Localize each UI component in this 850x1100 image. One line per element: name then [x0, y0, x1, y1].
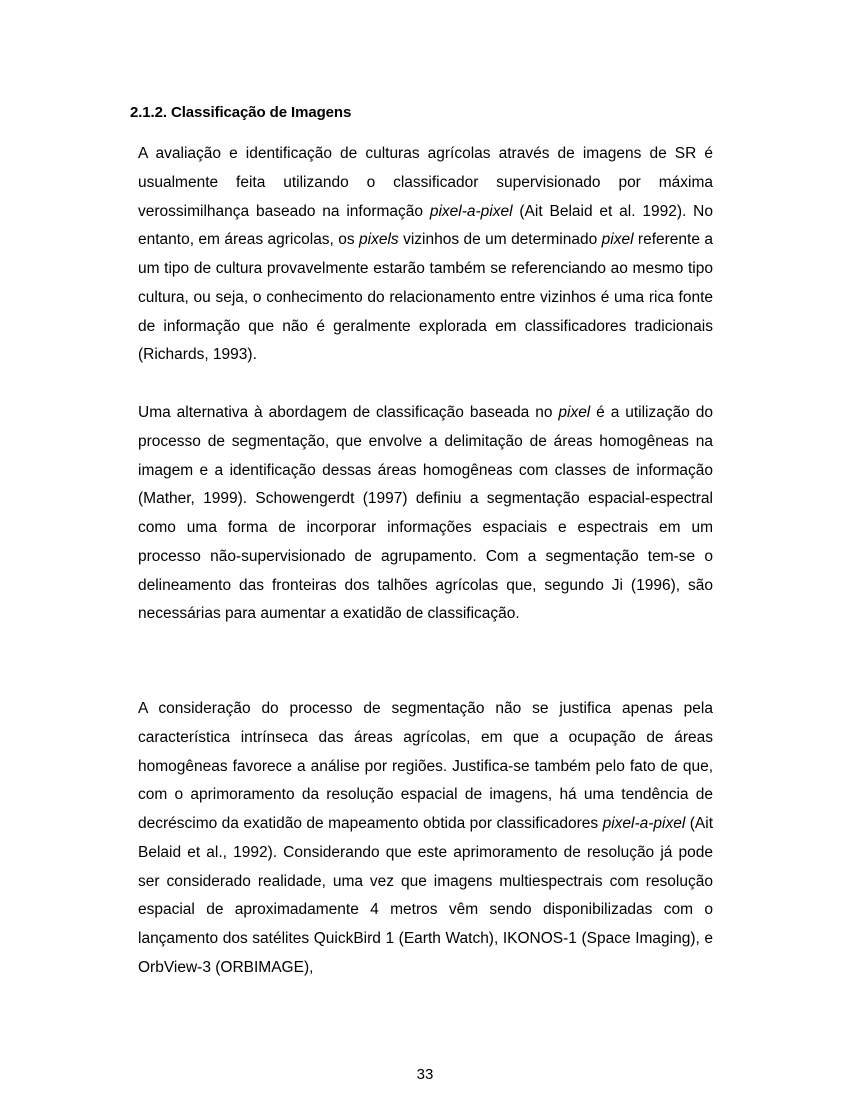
- text-segment: A consideração do processo de segmentação não se justifica apenas pela característica intrínseca das áreas agrícolas, em que a ocupação de áreas homogêneas favorece a análise por regiões. Justifica-se também pelo fato de que, com o aprimoramento da resolução espacial de imagens, há uma tendência de decréscimo da exatidão de mapeamento obtida por classificadores: [138, 700, 713, 832]
- italic-term: pixel: [558, 404, 591, 421]
- text-segment: (Ait Belaid et al., 1992). Considerando que este aprimoramento de resolução já pode ser considerado realidade, uma vez que imagens multiespectrais com resolução espacial de aproximadamente 4 metros vêm sendo disponibilizadas com o lançamento dos satélites QuickBird 1 (Earth Watch), IKONOS-1 (Space Imaging), e OrbView-3 (ORBIMAGE),: [138, 815, 714, 976]
- page-number: 33: [416, 1066, 434, 1083]
- text-segment: Uma alternativa à abordagem de classificação baseada no: [138, 404, 559, 421]
- text-segment: A avaliação e identificação de culturas agrícolas através de imagens de SR é usualmente feita utilizando o classificador supervisionado por máxima verossimilhança baseado na informação: [138, 145, 713, 220]
- paragraph-3: [138, 695, 713, 983]
- italic-term: pixels: [359, 231, 399, 249]
- italic-term: pixel-a-pixel: [602, 815, 686, 832]
- text-segment: (Ait Belaid et al. 1992). No entanto, em áreas agricolas, os: [138, 202, 713, 249]
- text-segment: é a utilização do processo de segmentação, que envolve a delimitação de áreas homogêneas na imagem e a identificação dessas áreas homogêneas com classes de informação (Mather, 1999). Schowengerdt (1997) definiu a segmentação espacial-espectral como uma forma de incorporar informações espaciais e espectrais em um processo não-supervisionado de agrupamento. Com a segmentação tem-se o delineamento das fronteiras dos talhões agrícolas que, segundo Ji (1996), são necessárias para aumentar a exatidão de classificação.: [138, 404, 713, 623]
- text-segment: vizinhos de um determinado: [398, 231, 602, 249]
- paragraph-2: [138, 399, 713, 629]
- italic-term: pixel-a-pixel: [429, 202, 513, 220]
- section-heading: 2.1.2. Classificação de Imagens: [130, 104, 352, 121]
- paragraph-1: [138, 140, 713, 370]
- text-segment: referente a um tipo de cultura provavelmente estarão também se referenciando ao mesmo tipo cultura, ou seja, o conhecimento do relacionamento entre vizinhos é uma rica fonte de informação que não é geralmente explorada em classificadores tradicionais (Richards, 1993).: [138, 231, 713, 364]
- italic-term: pixel: [601, 231, 634, 249]
